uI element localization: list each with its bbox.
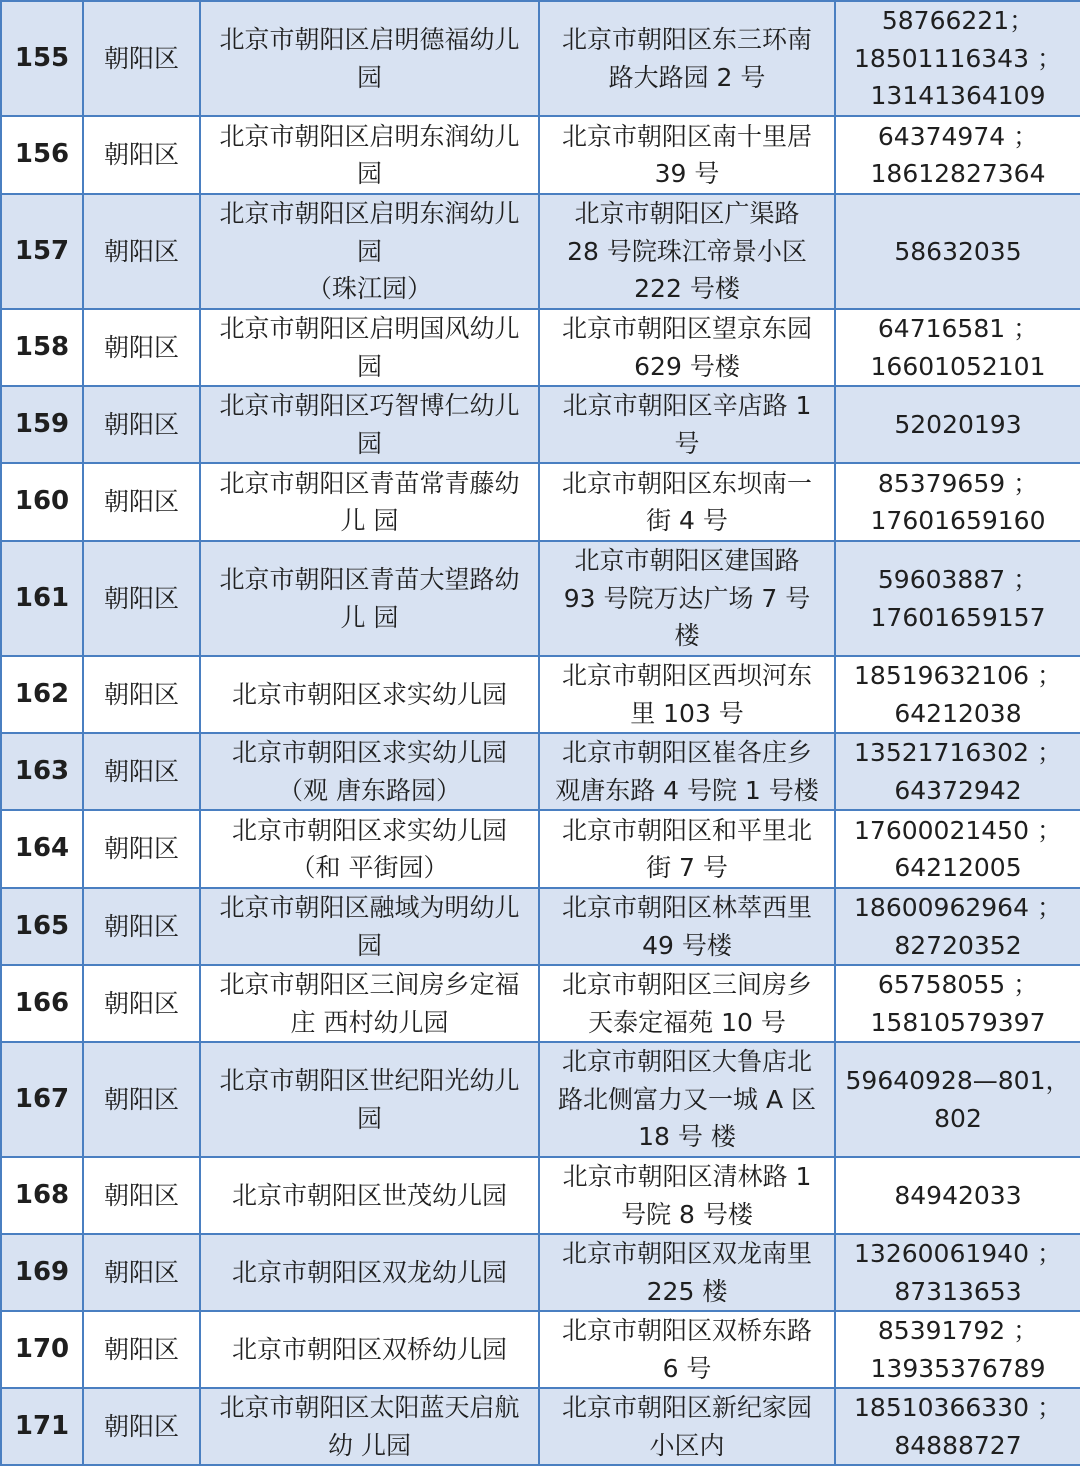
table-row	[1, 656, 1080, 733]
row-number-cell: 166	[1, 965, 83, 1042]
kindergarten-name-cell: 北京市朝阳区启明国风幼儿 园	[200, 309, 539, 386]
table-row	[1, 1, 1080, 116]
district-cell: 朝阳区	[83, 1234, 200, 1311]
kindergarten-name-cell: 北京市朝阳区求实幼儿园 （和 平街园）	[200, 810, 539, 888]
phone-cell: 13521716302 ； 64372942	[835, 733, 1080, 810]
address-cell: 北京市朝阳区新纪家园 小区内	[539, 1388, 835, 1465]
district-cell: 朝阳区	[83, 810, 200, 888]
address-cell: 北京市朝阳区广渠路 28 号院珠江帝景小区 222 号楼	[539, 194, 835, 309]
district-cell: 朝阳区	[83, 386, 200, 463]
phone-cell: 18519632106 ； 64212038	[835, 656, 1080, 733]
address-cell: 北京市朝阳区建国路 93 号院万达广场 7 号 楼	[539, 541, 835, 656]
kindergarten-name-cell: 北京市朝阳区青苗常青藤幼 儿 园	[200, 463, 539, 541]
phone-cell: 59640928—801， 802	[835, 1042, 1080, 1157]
phone-cell: 58766221； 18501116343 ； 13141364109	[835, 1, 1080, 116]
address-cell: 北京市朝阳区南十里居 39 号	[539, 116, 835, 194]
kindergarten-name-cell: 北京市朝阳区巧智博仁幼儿 园	[200, 386, 539, 463]
row-number-cell: 157	[1, 194, 83, 309]
phone-cell: 52020193	[835, 386, 1080, 463]
district-cell: 朝阳区	[83, 463, 200, 541]
district-cell: 朝阳区	[83, 309, 200, 386]
row-number-cell: 167	[1, 1042, 83, 1157]
district-cell: 朝阳区	[83, 1, 200, 116]
table-row	[1, 541, 1080, 656]
kindergarten-name-cell: 北京市朝阳区启明东润幼儿 园	[200, 116, 539, 194]
address-cell: 北京市朝阳区西坝河东 里 103 号	[539, 656, 835, 733]
table-row	[1, 965, 1080, 1042]
kindergarten-name-cell: 北京市朝阳区双龙幼儿园	[200, 1234, 539, 1311]
table-row	[1, 463, 1080, 541]
district-cell: 朝阳区	[83, 194, 200, 309]
table-row	[1, 1157, 1080, 1234]
kindergarten-name-cell: 北京市朝阳区启明德福幼儿 园	[200, 1, 539, 116]
table-row	[1, 116, 1080, 194]
kindergarten-name-cell: 北京市朝阳区太阳蓝天启航 幼 儿园	[200, 1388, 539, 1465]
kindergarten-name-cell: 北京市朝阳区求实幼儿园 （观 唐东路园）	[200, 733, 539, 810]
row-number-cell: 170	[1, 1311, 83, 1388]
row-number-cell: 162	[1, 656, 83, 733]
phone-cell: 58632035	[835, 194, 1080, 309]
row-number-cell: 164	[1, 810, 83, 888]
phone-cell: 65758055 ； 15810579397	[835, 965, 1080, 1042]
district-cell: 朝阳区	[83, 965, 200, 1042]
district-cell: 朝阳区	[83, 1388, 200, 1465]
address-cell: 北京市朝阳区和平里北 街 7 号	[539, 810, 835, 888]
table-body	[1, 1, 1080, 1465]
row-number-cell: 168	[1, 1157, 83, 1234]
phone-cell: 85379659 ； 17601659160	[835, 463, 1080, 541]
kindergarten-name-cell: 北京市朝阳区启明东润幼儿 园 （珠江园）	[200, 194, 539, 309]
kindergarten-name-cell: 北京市朝阳区青苗大望路幼 儿 园	[200, 541, 539, 656]
table-row	[1, 1042, 1080, 1157]
address-cell: 北京市朝阳区崔各庄乡 观唐东路 4 号院 1 号楼	[539, 733, 835, 810]
phone-cell: 64716581 ； 16601052101	[835, 309, 1080, 386]
address-cell: 北京市朝阳区东坝南一 街 4 号	[539, 463, 835, 541]
address-cell: 北京市朝阳区大鲁店北 路北侧富力又一城 A 区 18 号 楼	[539, 1042, 835, 1157]
district-cell: 朝阳区	[83, 1157, 200, 1234]
table-row	[1, 810, 1080, 888]
table-row	[1, 309, 1080, 386]
address-cell: 北京市朝阳区清林路 1 号院 8 号楼	[539, 1157, 835, 1234]
row-number-cell: 163	[1, 733, 83, 810]
district-cell: 朝阳区	[83, 656, 200, 733]
phone-cell: 18510366330 ； 84888727	[835, 1388, 1080, 1465]
address-cell: 北京市朝阳区东三环南 路大路园 2 号	[539, 1, 835, 116]
row-number-cell: 165	[1, 888, 83, 965]
table-row	[1, 888, 1080, 965]
phone-cell: 59603887 ； 17601659157	[835, 541, 1080, 656]
phone-cell: 64374974 ； 18612827364	[835, 116, 1080, 194]
phone-cell: 18600962964 ； 82720352	[835, 888, 1080, 965]
row-number-cell: 171	[1, 1388, 83, 1465]
district-cell: 朝阳区	[83, 1311, 200, 1388]
kindergarten-name-cell: 北京市朝阳区三间房乡定福 庄 西村幼儿园	[200, 965, 539, 1042]
kindergarten-name-cell: 北京市朝阳区求实幼儿园	[200, 656, 539, 733]
row-number-cell: 158	[1, 309, 83, 386]
kindergarten-name-cell: 北京市朝阳区世纪阳光幼儿 园	[200, 1042, 539, 1157]
district-cell: 朝阳区	[83, 733, 200, 810]
phone-cell: 84942033	[835, 1157, 1080, 1234]
phone-cell: 85391792 ； 13935376789	[835, 1311, 1080, 1388]
phone-cell: 17600021450 ； 64212005	[835, 810, 1080, 888]
row-number-cell: 161	[1, 541, 83, 656]
district-cell: 朝阳区	[83, 1042, 200, 1157]
table-row	[1, 1311, 1080, 1388]
row-number-cell: 156	[1, 116, 83, 194]
table-row	[1, 1234, 1080, 1311]
row-number-cell: 155	[1, 1, 83, 116]
row-number-cell: 159	[1, 386, 83, 463]
kindergarten-name-cell: 北京市朝阳区融域为明幼儿 园	[200, 888, 539, 965]
kindergarten-name-cell: 北京市朝阳区双桥幼儿园	[200, 1311, 539, 1388]
row-number-cell: 160	[1, 463, 83, 541]
address-cell: 北京市朝阳区望京东园 629 号楼	[539, 309, 835, 386]
address-cell: 北京市朝阳区双龙南里 225 楼	[539, 1234, 835, 1311]
kindergarten-name-cell: 北京市朝阳区世茂幼儿园	[200, 1157, 539, 1234]
address-cell: 北京市朝阳区辛店路 1 号	[539, 386, 835, 463]
row-number-cell: 169	[1, 1234, 83, 1311]
table-row	[1, 1388, 1080, 1465]
district-cell: 朝阳区	[83, 541, 200, 656]
district-cell: 朝阳区	[83, 888, 200, 965]
table-row	[1, 733, 1080, 810]
district-cell: 朝阳区	[83, 116, 200, 194]
address-cell: 北京市朝阳区林萃西里 49 号楼	[539, 888, 835, 965]
address-cell: 北京市朝阳区双桥东路 6 号	[539, 1311, 835, 1388]
phone-cell: 13260061940 ； 87313653	[835, 1234, 1080, 1311]
table-row	[1, 386, 1080, 463]
address-cell: 北京市朝阳区三间房乡 天泰定福苑 10 号	[539, 965, 835, 1042]
table-row	[1, 194, 1080, 309]
